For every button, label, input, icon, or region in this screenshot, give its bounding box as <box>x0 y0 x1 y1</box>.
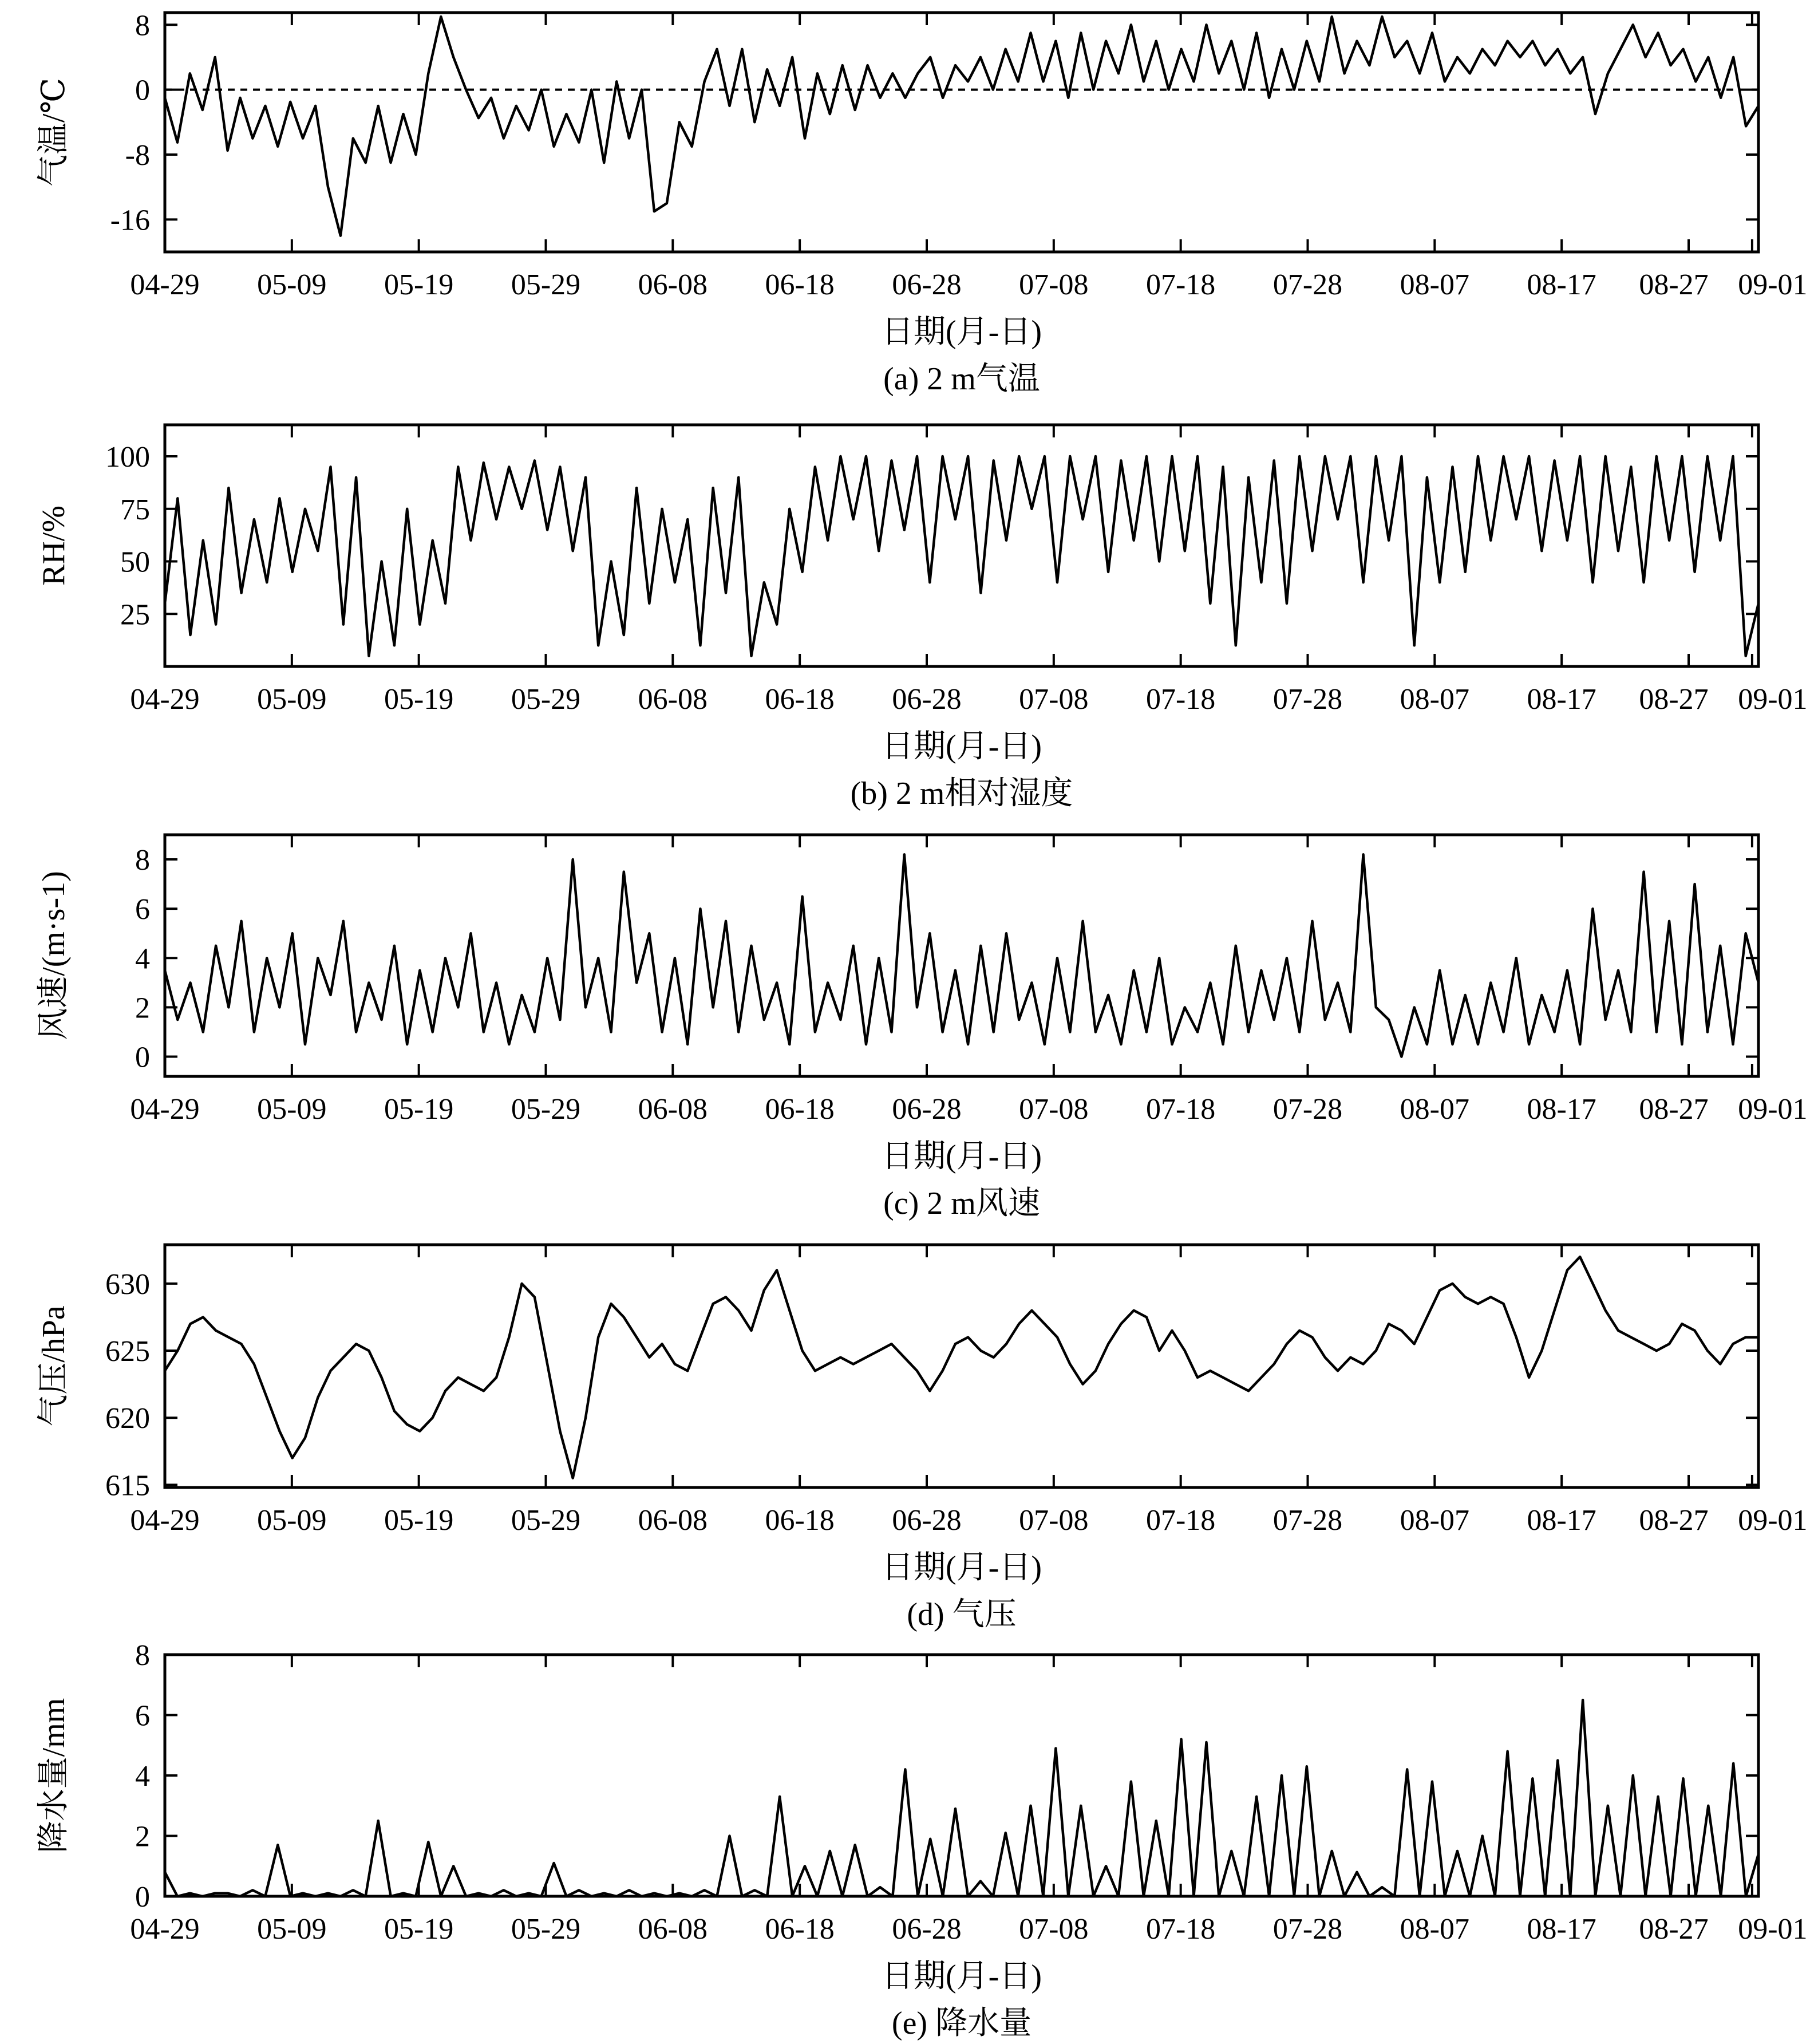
x-tick-label: 06-28 <box>892 1913 962 1946</box>
x-tick-label: 07-08 <box>1019 1093 1089 1126</box>
x-tick-label: 07-08 <box>1019 1913 1089 1946</box>
x-tick-label: 06-18 <box>765 1504 835 1537</box>
x-tick-label: 04-29 <box>130 1504 200 1537</box>
series-line-e <box>165 1700 1758 1896</box>
y-tick-label: 2 <box>135 1820 150 1853</box>
y-tick-label: -16 <box>110 204 150 237</box>
x-tick-label: 08-27 <box>1639 1913 1709 1946</box>
x-tick-label: 06-28 <box>892 683 962 716</box>
x-tick-label: 05-29 <box>511 269 581 301</box>
panel-d <box>36 1245 1808 1632</box>
panel-a <box>36 9 1808 397</box>
y-tick-label: 625 <box>105 1335 150 1368</box>
plot-frame <box>165 1245 1758 1487</box>
y-tick-label: 615 <box>105 1469 150 1502</box>
x-tick-label: 05-19 <box>384 683 454 716</box>
x-tick-label: 04-29 <box>130 269 200 301</box>
x-tick-label: 05-09 <box>257 1093 327 1126</box>
y-tick-label: 6 <box>135 1699 150 1733</box>
x-tick-label: 06-28 <box>892 269 962 301</box>
y-tick-label: 0 <box>135 1041 150 1074</box>
panel-e <box>36 1639 1808 2041</box>
x-tick-label: 06-18 <box>765 1093 835 1126</box>
x-tick-label: 07-28 <box>1272 1093 1343 1126</box>
x-tick-label: 05-09 <box>257 1913 327 1946</box>
y-tick-label: 4 <box>135 1760 150 1793</box>
x-tick-label: 08-07 <box>1400 269 1469 301</box>
y-tick-label: 0 <box>135 1881 150 1913</box>
x-tick-label: 08-27 <box>1639 1093 1709 1126</box>
panel-caption: (b) 2 m相对湿度 <box>850 776 1073 811</box>
x-tick-label: 05-19 <box>384 1504 454 1537</box>
x-tick-label: 07-28 <box>1272 1913 1343 1946</box>
x-tick-label: 08-17 <box>1527 269 1596 301</box>
y-axis-title: 风速/(m·s-1) <box>36 871 72 1040</box>
y-tick-label: -8 <box>125 139 150 172</box>
x-tick-label: 05-29 <box>511 1913 581 1946</box>
x-tick-label: 08-17 <box>1527 1913 1596 1946</box>
x-axis-title: 日期(月-日) <box>882 314 1042 350</box>
x-tick-label: 06-18 <box>765 1913 835 1946</box>
x-tick-label: 08-17 <box>1527 1504 1596 1537</box>
x-tick-label: 07-08 <box>1019 683 1089 716</box>
x-tick-label: 08-07 <box>1400 1504 1469 1537</box>
x-axis-title: 日期(月-日) <box>882 1139 1042 1174</box>
y-tick-label: 8 <box>135 9 150 42</box>
x-tick-label: 05-19 <box>384 269 454 301</box>
x-axis-title: 日期(月-日) <box>882 1550 1042 1585</box>
x-tick-label: 08-07 <box>1400 683 1469 716</box>
y-tick-label: 630 <box>105 1268 150 1301</box>
y-axis-title: 降水量/mm <box>36 1698 72 1853</box>
y-tick-label: 0 <box>135 74 150 107</box>
x-tick-label: 08-17 <box>1527 683 1596 716</box>
series-line-a <box>165 17 1758 236</box>
x-tick-label: 05-19 <box>384 1913 454 1946</box>
x-tick-label: 04-29 <box>130 683 200 716</box>
x-tick-label: 09-01 <box>1738 269 1808 301</box>
series-line-b <box>165 456 1758 656</box>
x-tick-label: 06-08 <box>638 269 708 301</box>
x-tick-label: 06-18 <box>765 683 835 716</box>
x-tick-label: 04-29 <box>130 1913 200 1946</box>
y-tick-label: 6 <box>135 893 150 926</box>
x-tick-label: 07-18 <box>1145 683 1216 716</box>
x-tick-label: 07-18 <box>1145 1504 1216 1537</box>
panel-caption: (a) 2 m气温 <box>883 361 1040 397</box>
x-tick-label: 05-09 <box>257 269 327 301</box>
series-line-c <box>165 854 1758 1056</box>
x-tick-label: 06-28 <box>892 1093 962 1126</box>
x-tick-label: 06-08 <box>638 1913 708 1946</box>
x-tick-label: 09-01 <box>1738 1913 1808 1946</box>
y-tick-label: 8 <box>135 1639 150 1672</box>
x-tick-label: 07-28 <box>1272 1504 1343 1537</box>
x-tick-label: 08-07 <box>1400 1093 1469 1126</box>
x-tick-label: 07-18 <box>1145 1093 1216 1126</box>
x-tick-label: 05-29 <box>511 1093 581 1126</box>
x-axis-title: 日期(月-日) <box>882 1959 1042 1994</box>
panel-caption: (e) 降水量 <box>891 2006 1032 2041</box>
y-axis-title: 气温/℃ <box>36 77 72 187</box>
x-tick-label: 07-28 <box>1272 683 1343 716</box>
y-tick-label: 2 <box>135 992 150 1025</box>
x-tick-label: 04-29 <box>130 1093 200 1126</box>
y-tick-label: 100 <box>105 441 150 474</box>
x-tick-label: 08-27 <box>1639 683 1709 716</box>
y-tick-label: 8 <box>135 844 150 877</box>
x-tick-label: 09-01 <box>1738 1093 1808 1126</box>
x-tick-label: 05-29 <box>511 1504 581 1537</box>
y-tick-label: 25 <box>120 598 150 632</box>
x-tick-label: 06-18 <box>765 269 835 301</box>
x-tick-label: 09-01 <box>1738 683 1808 716</box>
panel-b <box>36 425 1808 811</box>
x-tick-label: 05-19 <box>384 1093 454 1126</box>
x-tick-label: 06-08 <box>638 683 708 716</box>
x-tick-label: 06-28 <box>892 1504 962 1537</box>
x-tick-label: 08-27 <box>1639 269 1709 301</box>
y-tick-label: 75 <box>120 493 150 526</box>
panel-caption: (c) 2 m风速 <box>883 1186 1040 1221</box>
x-axis-title: 日期(月-日) <box>882 729 1042 764</box>
plot-frame <box>165 13 1758 252</box>
x-tick-label: 07-18 <box>1145 1913 1216 1946</box>
x-tick-label: 07-18 <box>1145 269 1216 301</box>
y-tick-label: 50 <box>120 546 150 579</box>
y-axis-title: 气压/hPa <box>36 1305 72 1427</box>
y-axis-title: RH/% <box>36 506 72 586</box>
x-tick-label: 07-08 <box>1019 1504 1089 1537</box>
x-tick-label: 05-09 <box>257 683 327 716</box>
x-tick-label: 05-09 <box>257 1504 327 1537</box>
x-tick-label: 07-08 <box>1019 269 1089 301</box>
plot-frame <box>165 835 1758 1076</box>
y-tick-label: 620 <box>105 1402 150 1435</box>
x-tick-label: 08-17 <box>1527 1093 1596 1126</box>
x-tick-label: 06-08 <box>638 1093 708 1126</box>
x-tick-label: 09-01 <box>1738 1504 1808 1537</box>
x-tick-label: 06-08 <box>638 1504 708 1537</box>
x-tick-label: 08-27 <box>1639 1504 1709 1537</box>
panel-caption: (d) 气压 <box>907 1597 1017 1632</box>
series-line-d <box>165 1257 1758 1478</box>
x-tick-label: 07-28 <box>1272 269 1343 301</box>
panel-c <box>36 835 1808 1221</box>
x-tick-label: 08-07 <box>1400 1913 1469 1946</box>
y-tick-label: 4 <box>135 942 150 976</box>
x-tick-label: 05-29 <box>511 683 581 716</box>
